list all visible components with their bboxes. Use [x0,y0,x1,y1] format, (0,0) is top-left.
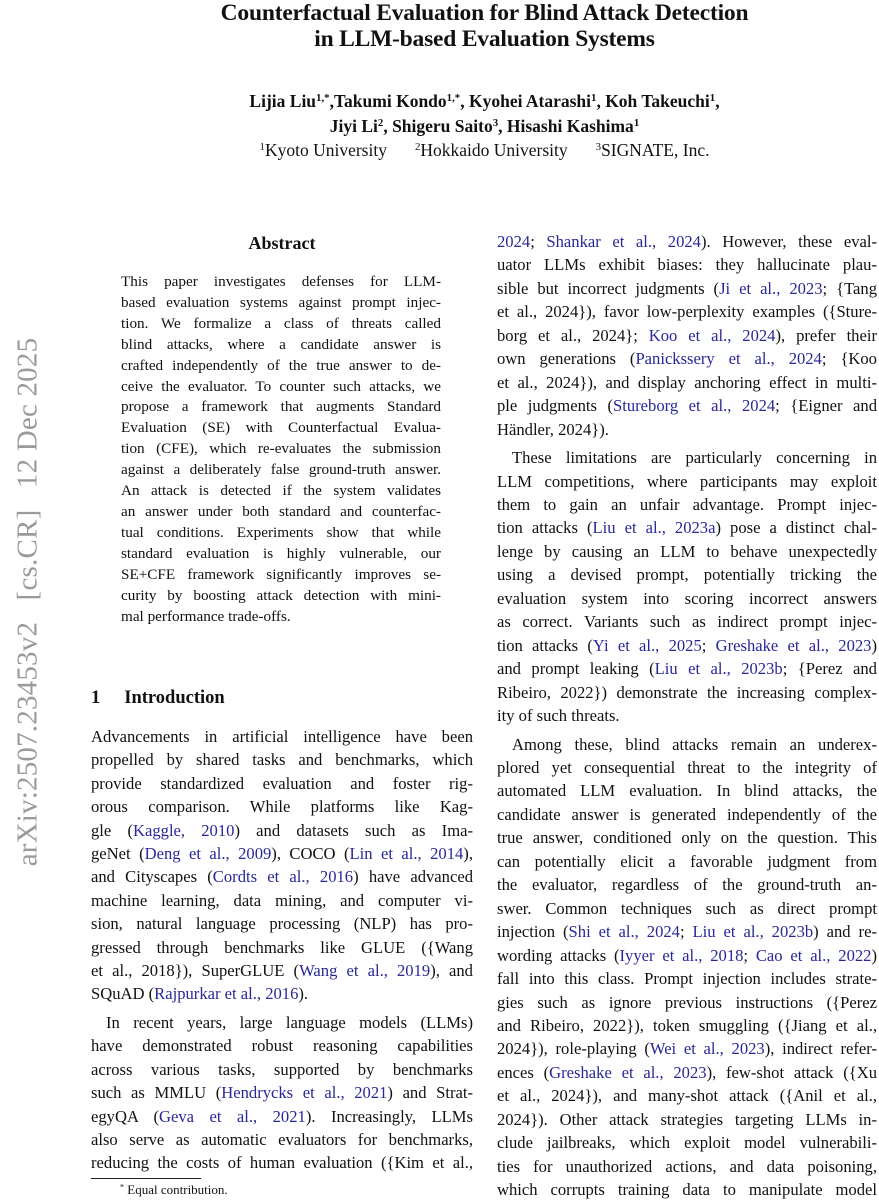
citation-link[interactable]: 2024 [497,232,531,251]
affiliation [260,140,387,160]
title-line: Counterfactual Evaluation for Blind Attack Detection [220,0,749,26]
text-line: geNet (Deng et al., 2009), COCO (Lin et al., 2014), [91,844,473,864]
text-line: tual conditions. Experiments show that while [121,523,441,541]
author-name: Jiyi Li [329,115,378,136]
author-line [90,89,879,114]
affiliation-marker: 1 [709,92,716,105]
title-line: in LLM-based Evaluation Systems [314,26,655,52]
text-line: can potentially elicit a favorable judgment from [497,851,877,871]
paragraph [91,725,473,1006]
text-line: standard evaluation is highly vulnerable, our [121,544,441,562]
text-line: using a devised prompt, potentially tricking the [497,565,877,585]
section-heading-introduction [91,686,225,710]
text-line: injection (Shi et al., 2024; Liu et al., 2023b) and re- [497,922,877,942]
text-line: crafted independently of the true answer to de- [121,356,441,374]
text-line: candidate answer is generated independently of the [497,804,877,824]
text-line: them to gain an unfair advantage. Prompt injec- [497,494,877,514]
left-column-body [91,725,473,1175]
affiliation [415,140,568,160]
text-line: blind attacks, where a candidate answer is [121,335,441,353]
text-line: ple judgments (Stureborg et al., 2024; {Eigner and [497,396,877,416]
paragraph [121,272,441,627]
footnote-mark: * [120,1182,125,1192]
text-line: egyQA (Geva et al., 2021). Increasingly, LLMs [91,1106,473,1126]
arxiv-category: [cs.CR] [11,509,44,601]
right-column-body [497,230,877,1202]
text-line: true answer, conditioned only on the question. This [497,828,877,848]
text-line: curity by boosting attack detection with mini- [121,586,441,604]
citation-link[interactable]: Greshake et al., 2023 [549,1062,707,1082]
affiliation-name: SIGNATE, Inc. [601,140,710,160]
text-line: ties for unauthorized actions, and data poisoning, [497,1156,877,1176]
author-name: Lijia Liu [249,91,317,111]
author-name: , Kyohei Atarashi [460,91,592,111]
author-name: , [715,91,720,111]
affiliation [596,140,710,160]
citation-link[interactable]: Liu et al., 2023b [692,922,814,942]
paragraph [497,230,877,441]
text-line: and Ribeiro, 2022}), token smuggling ({Jiang et al., [497,1015,877,1035]
author-list [90,89,879,138]
citation-link[interactable]: Stureborg et al., 2024 [613,396,776,416]
text-line: tion. We formalize a class of threats called [121,314,441,332]
section-title: Introduction [124,688,225,708]
affiliation-marker: 1 [259,141,265,154]
text-line: tion attacks (Liu et al., 2023a) pose a distinct chal- [497,518,877,538]
text-line: own generations (Panickssery et al., 2024; {Koo [497,349,877,369]
text-line: the evaluator, regardless of the ground-truth an- [497,875,877,895]
text-line: orous comparison. While platforms like Kag- [91,797,473,817]
citation-link[interactable]: Yi et al., 2025 [592,635,702,655]
text-line: based evaluation systems against prompt injec- [121,293,441,311]
text-line: against a deliberately false ground-truth answer. [121,461,441,479]
affiliation-marker: 2 [377,116,384,129]
text-line: These limitations are particularly concerning in [512,448,877,468]
text-line: gressed through benchmarks like GLUE ({Wang [91,937,473,957]
text-line: propose a framework that augments Standard [121,398,441,416]
citation-link[interactable]: Cordts et al., 2016 [212,867,354,887]
text-line: uator LLMs exhibit biases: they hallucinate plau- [497,255,877,275]
affiliation-list [90,138,879,162]
text-line: 2024; Shankar et al., 2024). However, these eval- [497,232,877,251]
text-line: 2024}), role-playing (Wei et al., 2023), indirect refer- [497,1039,877,1059]
citation-link[interactable]: Koo et al., 2024 [648,325,776,345]
affiliation-marker: 1,* [316,92,330,105]
text-line: evaluation system into scoring incorrect answers [497,588,877,608]
text-line: et al., 2024}), favor low-perplexity examples ({Sture- [497,302,877,322]
affiliation-marker: 3 [595,141,602,154]
text-line: reducing the costs of human evaluation ({Kim et al., [91,1153,473,1173]
citation-link[interactable]: Shankar et al., 2024 [546,232,701,251]
text-line: propelled by shared tasks and benchmarks, which [91,750,473,770]
text-line: provide standardized evaluation and foster rig- [91,773,473,793]
text-line: Advancements in artificial intelligence have been [91,727,473,746]
text-line: 2024}). Other attack strategies targeting LLMs in- [497,1109,877,1129]
paragraph [497,733,877,1202]
text-line: LLM competitions, where participants may exploit [497,471,877,491]
text-line: SE+CFE framework significantly improves se- [121,565,441,583]
citation-link[interactable]: Rajpurkar et al., 2016 [154,984,299,1004]
citation-link[interactable]: Panickssery et al., 2024 [635,349,822,369]
text-line: such as MMLU (Hendrycks et al., 2021) and Strat- [91,1083,474,1103]
arxiv-identifier-stamp [12,324,45,867]
affiliation-marker: 1 [591,92,597,105]
section-number: 1 [91,688,101,708]
affiliation-marker: 1,* [446,92,461,105]
author-name: , Koh Takeuchi [596,91,710,111]
text-line: et al., 2024}), and many-shot attack ({Anil et al., [497,1086,877,1106]
text-line: tion (CFE), which re-evaluates the submission [121,440,441,458]
citation-link[interactable]: Liu et al., 2023a [592,518,716,538]
arxiv-date: 12 Dec 2025 [11,337,44,489]
citation-link[interactable]: Greshake et al., 2023 [715,635,872,655]
text-line: In recent years, large language models (LLMs) [106,1012,473,1032]
citation-link[interactable]: Kaggle, 2010 [133,820,235,840]
author-name: , Hisashi Kashima [498,115,634,136]
text-line: automated LLM evaluation. In blind attacks, the [497,781,877,801]
citation-link[interactable]: Wang et al., 2019 [299,961,431,981]
text-line: et al., 2018}), SuperGLUE (Wang et al., 2019), and [91,961,473,981]
citation-link[interactable]: Cao et al., 2022 [755,945,872,965]
citation-link[interactable]: Ji et al., 2023 [719,278,823,298]
abstract-heading: Abstract [248,233,316,253]
text-line: clude jailbreaks, which exploit model vulnerabili- [497,1133,877,1153]
text-line: ceive the evaluator. To counter such attacks, we [121,377,441,395]
citation-link[interactable]: Liu et al., 2023b [654,659,783,679]
paragraph [91,1011,473,1175]
affiliation-marker: 3 [492,116,499,129]
text-line: and prompt leaking (Liu et al., 2023b; {Perez and [497,659,877,679]
text-line: an answer under both standard and counterfac- [121,502,441,520]
text-line: have demonstrated robust reasoning capabilities [91,1036,473,1056]
text-line: and Cityscapes (Cordts et al., 2016) have advanced [91,867,473,887]
text-line: machine learning, data mining, and computer vi- [91,890,473,910]
text-line: This paper investigates defenses for LLM- [121,273,441,290]
arxiv-id: arXiv:2507.23453v2 [11,621,44,867]
text-line: plored yet consequential threat to the integrity of [497,757,877,777]
text-line: gle (Kaggle, 2010) and datasets such as Ima- [91,820,473,840]
text-line: as correct. Variants such as indirect prompt injec- [497,612,877,632]
author-name: ,Takumi Kondo [329,91,447,111]
text-line: lenge by causing an LLM to behave unexpectedly [497,541,877,561]
text-line: Evaluation (SE) with Counterfactual Evalua- [121,419,441,437]
affiliation-marker: 1 [633,116,640,129]
text-line: ity of such threats. [497,706,620,726]
footnote-text: Equal contribution. [127,1182,228,1197]
text-line: also serve as automatic evaluators for benchmarks, [91,1129,473,1149]
affiliation-marker: 2 [414,141,421,154]
text-line: wording attacks (Iyyer et al., 2018; Cao et al., 2022) [497,945,877,965]
text-line: swer. Common techniques such as direct prompt [497,898,877,918]
paragraph [497,446,877,727]
text-line: sion, natural language processing (NLP) has pro- [91,914,473,934]
text-line: borg et al., 2024}; Koo et al., 2024), prefer their [497,325,877,345]
text-line: ences (Greshake et al., 2023), few-shot attack ({Xu [497,1062,877,1082]
text-line: which corrupts training data to manipulate model [497,1180,877,1200]
affiliation-name: Kyoto University [264,140,387,160]
citation-link[interactable]: Geva et al., 2021 [159,1106,306,1126]
citation-link[interactable]: Iyyer et al., 2018 [619,945,744,965]
text-line: Ribeiro, 2022}) demonstrate the increasing complex- [497,682,877,702]
footnote-divider [91,1178,201,1179]
citation-link[interactable]: Shi et al., 2024 [568,922,680,942]
text-line: Among these, blind attacks remain an underex- [512,734,877,754]
citation-link[interactable]: Deng et al., 2009 [144,844,272,864]
author-line [90,114,879,139]
text-line: sible but incorrect judgments (Ji et al., 2023; {Tang [497,278,878,298]
text-line: An attack is detected if the system validates [121,482,441,500]
text-line: gies such as ignore previous instructions ({Perez [497,992,877,1012]
text-line: SQuAD (Rajpurkar et al., 2016). [91,984,309,1004]
paper-title [90,0,879,52]
citation-link[interactable]: Lin et al., 2014 [349,844,464,864]
citation-link[interactable]: Hendrycks et al., 2021 [221,1083,388,1103]
citation-link[interactable]: Wei et al., 2023 [649,1039,765,1059]
author-name: , Shigeru Saito [383,115,493,136]
abstract-body [121,272,441,627]
text-line: fall into this class. Prompt injection includes strate- [497,969,877,989]
text-line: et al., 2024}), and display anchoring effect in multi- [497,372,877,392]
text-line: tion attacks (Yi et al., 2025; Greshake et al., 2023) [497,635,877,655]
text-line: across various tasks, supported by benchmarks [91,1059,473,1079]
text-line: Händler, 2024}). [497,419,609,439]
footnote [120,1182,228,1198]
text-line: mal performance trade-offs. [121,607,291,625]
affiliation-name: Hokkaido University [420,140,568,160]
